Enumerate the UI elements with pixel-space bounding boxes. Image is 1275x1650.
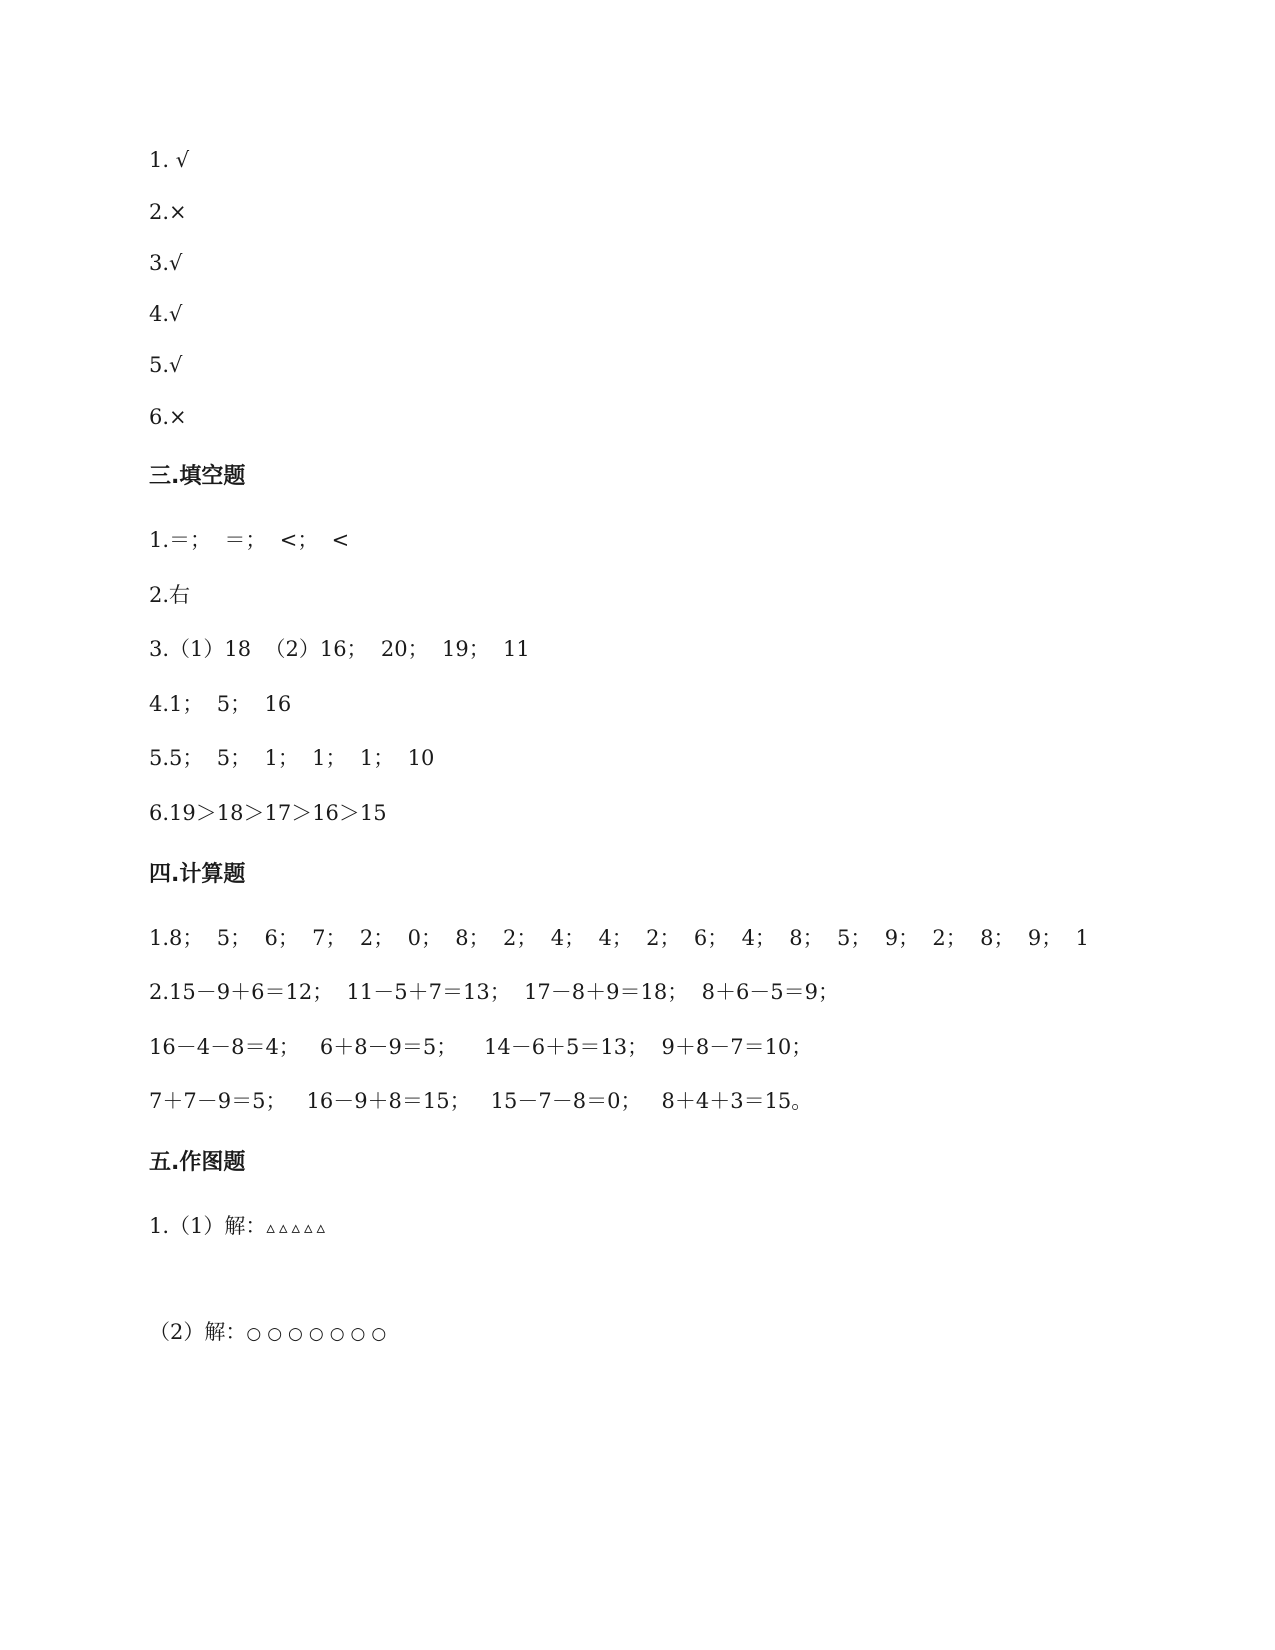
triangle-shapes: ▵▵▵▵▵	[266, 1218, 330, 1238]
fill-answer-1: 1.＝； ＝； <； <	[149, 528, 350, 552]
section-heading-calculation: 四.计算题	[149, 862, 246, 887]
fill-answer-2: 2.右	[149, 583, 191, 607]
calc-answer-2-line-3: 7＋7－9＝5； 16－9＋8＝15； 15－7－8＝0； 8＋4＋3＝15。	[149, 1089, 813, 1113]
judge-answer-6: 6.×	[149, 405, 187, 429]
section-heading-fill-in: 三.填空题	[149, 464, 246, 489]
section-heading-drawing: 五.作图题	[149, 1150, 246, 1175]
fill-answer-3: 3.（1）18 （2）16； 20； 19； 11	[149, 637, 530, 661]
judge-answer-4: 4.√	[149, 302, 183, 326]
judge-answer-1: 1. √	[149, 148, 190, 172]
drawing-answer-2-label: （2）解：	[149, 1320, 247, 1344]
fill-answer-6: 6.19＞18＞17＞16＞15	[149, 801, 387, 825]
fill-answer-5: 5.5； 5； 1； 1； 1； 10	[149, 746, 435, 770]
calc-answer-1: 1.8； 5； 6； 7； 2； 0； 8； 2； 4； 4； 2； 6； 4； 8； 5； 9； 2； 8； 9； 1	[149, 926, 1089, 950]
fill-answer-4: 4.1； 5； 16	[149, 692, 292, 716]
drawing-answer-1	[149, 1211, 329, 1243]
judge-answer-3: 3.√	[149, 251, 183, 275]
circle-shapes: ○○○○○○○	[246, 1324, 393, 1344]
drawing-answer-2	[149, 1317, 392, 1349]
judge-answer-2: 2.×	[149, 200, 187, 224]
calc-answer-2-line-1: 2.15－9＋6＝12； 11－5＋7＝13； 17－8＋9＝18； 8＋6－5＝9；	[149, 980, 840, 1004]
calc-answer-2-line-2: 16－4－8＝4； 6＋8－9＝5； 14－6＋5＝13； 9＋8－7＝10；	[149, 1035, 813, 1059]
drawing-answer-1-label: 1.（1）解：	[149, 1214, 267, 1238]
judge-answer-5: 5.√	[149, 353, 183, 377]
